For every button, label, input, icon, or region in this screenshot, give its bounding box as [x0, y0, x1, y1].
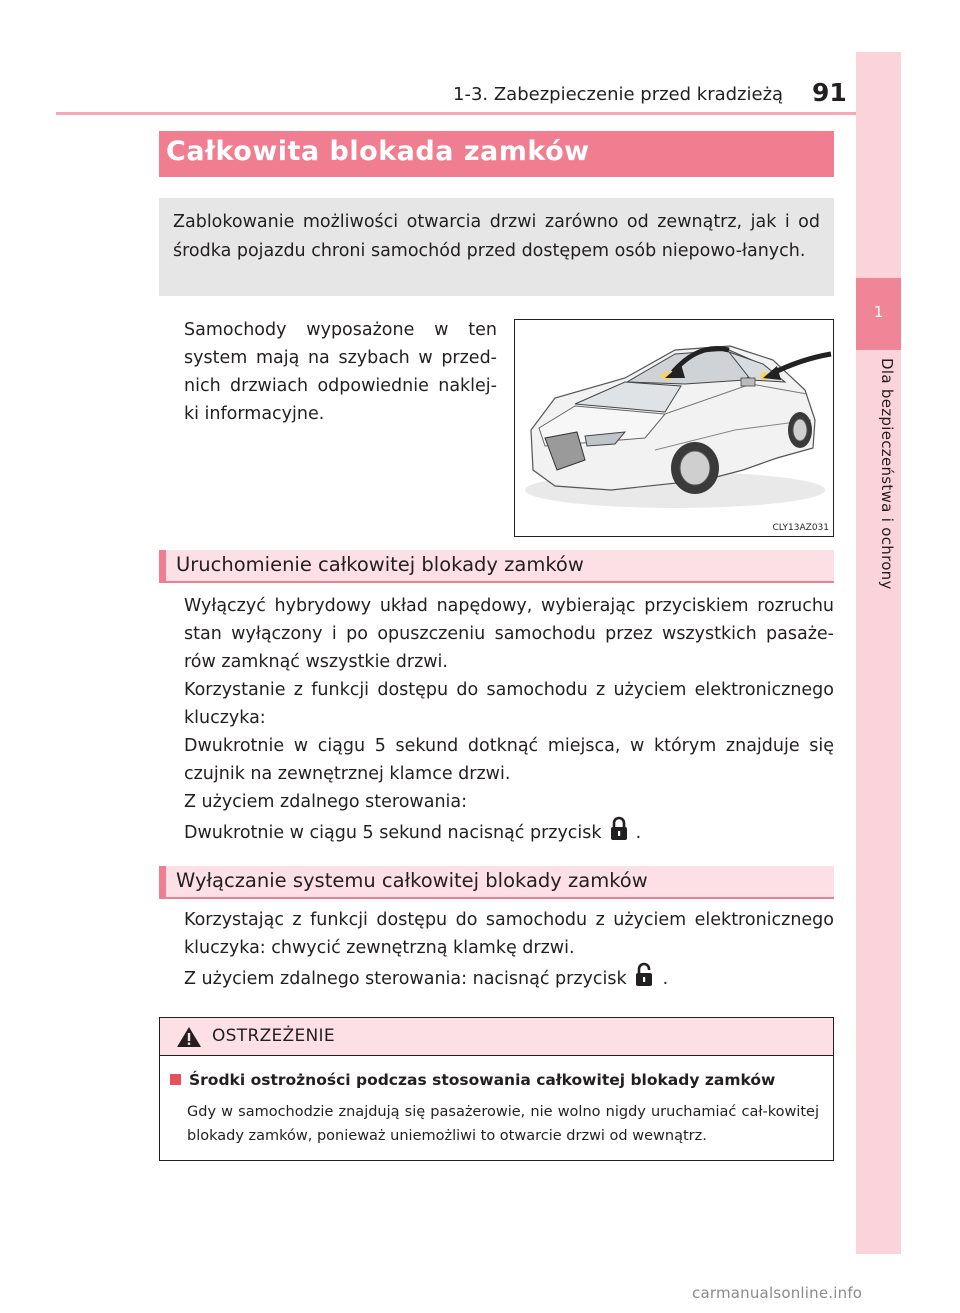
- intro-text: Zablokowanie możliwości otwarcia drzwi zarówno od zewnątrz, jak i od środka pojazdu chroni samochód przed dostępem osób niepowo-łanych.: [173, 212, 820, 261]
- page-number: 91: [812, 78, 847, 107]
- section2-paragraph-2-text: Z użyciem zdalnego sterowania: nacisnąć przycisk: [184, 969, 627, 989]
- section1-paragraph-5-text: Dwukrotnie w ciągu 5 sekund nacisnąć przycisk: [184, 823, 602, 843]
- warning-body: Gdy w samochodzie znajdują się pasażerowie, nie wolno nigdy uruchamiać cał-kowitej blokady zamków, ponieważ uniemożliwi to otwarcie drzwi od wewnątrz.: [187, 1104, 819, 1144]
- section-accent: [159, 550, 166, 581]
- section-header-activate: [159, 550, 834, 583]
- warning-title: OSTRZEŻENIE: [212, 1026, 335, 1046]
- side-tab-strip: [856, 52, 901, 1254]
- section2-paragraph-2-end: .: [662, 969, 669, 989]
- side-tab-chapter-number: 1: [873, 303, 884, 321]
- section2-paragraph-1: Korzystając z funkcji dostępu do samochodu z użyciem elektronicznego kluczyka: chwycić zewnętrzną klamkę drzwi.: [184, 910, 834, 958]
- section1-paragraph-4: Z użyciem zdalnego sterowania:: [184, 792, 468, 812]
- section-accent: [159, 866, 166, 897]
- cars-sticker-text: Samochody wyposażone w ten system mają na szybach w przed-nich drzwiach odpowiednie naklej-ki informacyjne.: [184, 320, 497, 424]
- warning-subtitle: [170, 1071, 775, 1089]
- side-tab-label: Dla bezpieczeństwa i ochrony: [878, 358, 896, 590]
- section1-paragraph-5: [184, 816, 834, 851]
- car-drawing: [515, 320, 833, 536]
- car-illustration: [514, 319, 834, 537]
- section-heading: Wyłączanie systemu całkowitej blokady zamków: [176, 869, 648, 892]
- watermark: carmanualsonline.info: [692, 1284, 863, 1302]
- image-code: CLY13AZ031: [772, 523, 829, 533]
- section-heading: Uruchomienie całkowitej blokady zamków: [176, 553, 584, 576]
- warning-subtitle-text: Środki ostrożności podczas stosowania całkowitej blokady zamków: [189, 1071, 776, 1089]
- section1-paragraph-1: Wyłączyć hybrydowy układ napędowy, wybierając przyciskiem rozruchu stan wyłączony i po opuszczeniu samochodu przez wszystkich pasaże-rów zamknąć wszystkie drzwi.: [184, 596, 834, 672]
- warning-box: [159, 1017, 834, 1161]
- unlock-icon: [635, 962, 655, 997]
- header-divider: [56, 112, 856, 115]
- page-title: Całkowita blokada zamków: [166, 136, 590, 167]
- intro-box: [159, 198, 834, 296]
- lock-icon: [610, 816, 628, 851]
- warning-triangle-icon: [176, 1026, 202, 1048]
- section1-paragraph-2: Korzystanie z funkcji dostępu do samochodu z użyciem elektronicznego kluczyka:: [184, 680, 834, 728]
- section-header-deactivate: [159, 866, 834, 899]
- section1-paragraph-3: Dwukrotnie w ciągu 5 sekund dotknąć miejsca, w którym znajduje się czujnik na zewnętrznej klamce drzwi.: [184, 736, 834, 784]
- warning-header: [160, 1018, 833, 1056]
- section2-paragraph-2: [184, 962, 834, 997]
- section1-paragraph-5-end: .: [635, 823, 642, 843]
- header-section-title: 1-3. Zabezpieczenie przed kradzieżą: [453, 84, 784, 105]
- bullet-square-icon: [170, 1074, 181, 1085]
